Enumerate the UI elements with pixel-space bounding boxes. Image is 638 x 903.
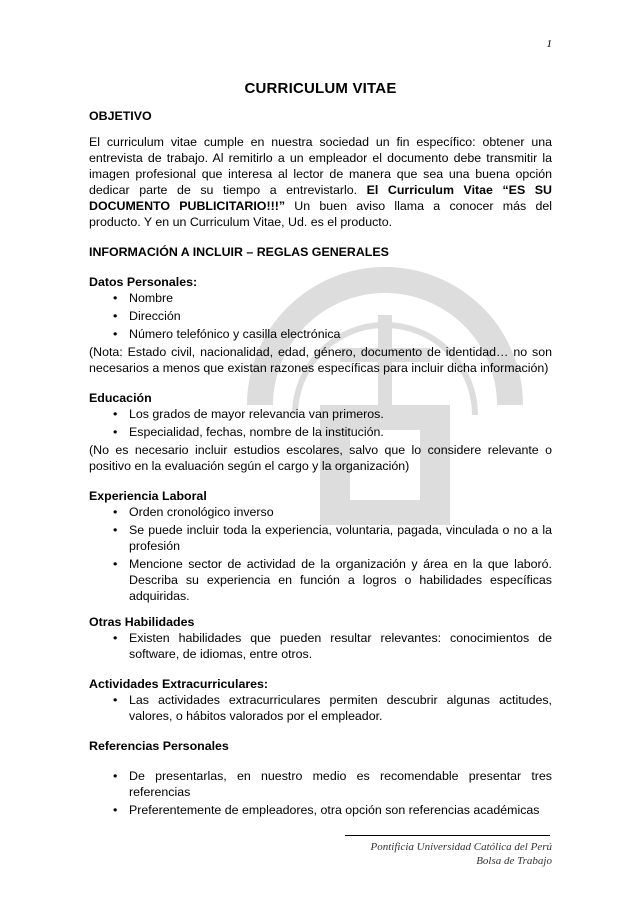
- actividades-heading: Actividades Extracurriculares:: [89, 677, 269, 691]
- datos-personales-note: (Nota: Estado civil, nacionalidad, edad, género, documento de identidad… no son necesarios a menos que existan razones específicas para incluir dicha información): [89, 345, 552, 375]
- list-item: • Los grados de mayor relevancia van primeros.: [89, 406, 552, 422]
- list-item: • Preferentemente de empleadores, otra opción son referencias académicas: [89, 802, 552, 818]
- list-item: • Existen habilidades que pueden resultar relevantes: conocimientos de software, de idiomas, entre otros.: [89, 630, 552, 662]
- referencias-list: [89, 768, 552, 818]
- list-item: • Orden cronológico inverso: [89, 504, 552, 520]
- list-item: • Las actividades extracurriculares permiten descubrir algunas actitudes, valores, o hábitos valorados por el empleador.: [89, 692, 552, 724]
- footer-divider: [345, 835, 550, 836]
- experiencia-list: [89, 504, 552, 604]
- footer-department: Bolsa de Trabajo: [476, 855, 552, 867]
- list-item: • Mencione sector de actividad de la organización y área en la que laboró. Describa su experiencia en función a logros o habilidades específicas adquiridas.: [89, 556, 552, 604]
- otras-habilidades-heading: Otras Habilidades: [89, 615, 195, 629]
- page-number: 1: [546, 38, 552, 50]
- list-item: • Especialidad, fechas, nombre de la institución.: [89, 424, 552, 440]
- objetivo-text-tail: Un buen aviso llama a conocer más del producto. Y en un Curriculum Vitae, Ud. es el producto.: [89, 199, 552, 229]
- objetivo-emphasis: El Curriculum Vitae “ES SU DOCUMENTO PUBLICITARIO!!!”: [89, 183, 552, 213]
- referencias-heading: Referencias Personales: [89, 739, 229, 753]
- experiencia-heading: Experiencia Laboral: [89, 489, 207, 503]
- document-body: [89, 80, 552, 820]
- objetivo-text: El curriculum vitae cumple en nuestra sociedad un fin específico: obtener una entrevista de trabajo. Al remitirlo a un empleador el documento debe transmitir la imagen profesional que interesa al lector de manera que sea una buena opción dedicar parte de su tiempo a entrevistarlo.: [89, 135, 552, 197]
- actividades-list: [89, 692, 552, 724]
- info-heading: INFORMACIÓN A INCLUIR – REGLAS GENERALES: [89, 245, 389, 259]
- list-item: • Se puede incluir toda la experiencia, voluntaria, pagada, vinculada o no a la profesión: [89, 522, 552, 554]
- educacion-note: (No es necesario incluir estudios escolares, salvo que lo considere relevante o positivo en la evaluación según el cargo y la organización): [89, 443, 552, 473]
- document-title: CURRICULUM VITAE: [244, 80, 397, 97]
- educacion-heading: Educación: [89, 391, 152, 405]
- datos-personales-list: [89, 290, 552, 342]
- list-item: • De presentarlas, en nuestro medio es recomendable presentar tres referencias: [89, 768, 552, 800]
- list-item: • Nombre: [89, 290, 552, 306]
- educacion-list: [89, 406, 552, 440]
- list-item: • Número telefónico y casilla electrónica: [89, 326, 552, 342]
- datos-personales-heading: Datos Personales:: [89, 275, 198, 289]
- page-footer: [371, 840, 552, 868]
- list-item: • Dirección: [89, 308, 552, 324]
- objetivo-paragraph: [89, 134, 552, 230]
- objetivo-heading: OBJETIVO: [89, 109, 152, 123]
- otras-habilidades-list: [89, 630, 552, 662]
- footer-institution: Pontificia Universidad Católica del Perú: [370, 841, 552, 853]
